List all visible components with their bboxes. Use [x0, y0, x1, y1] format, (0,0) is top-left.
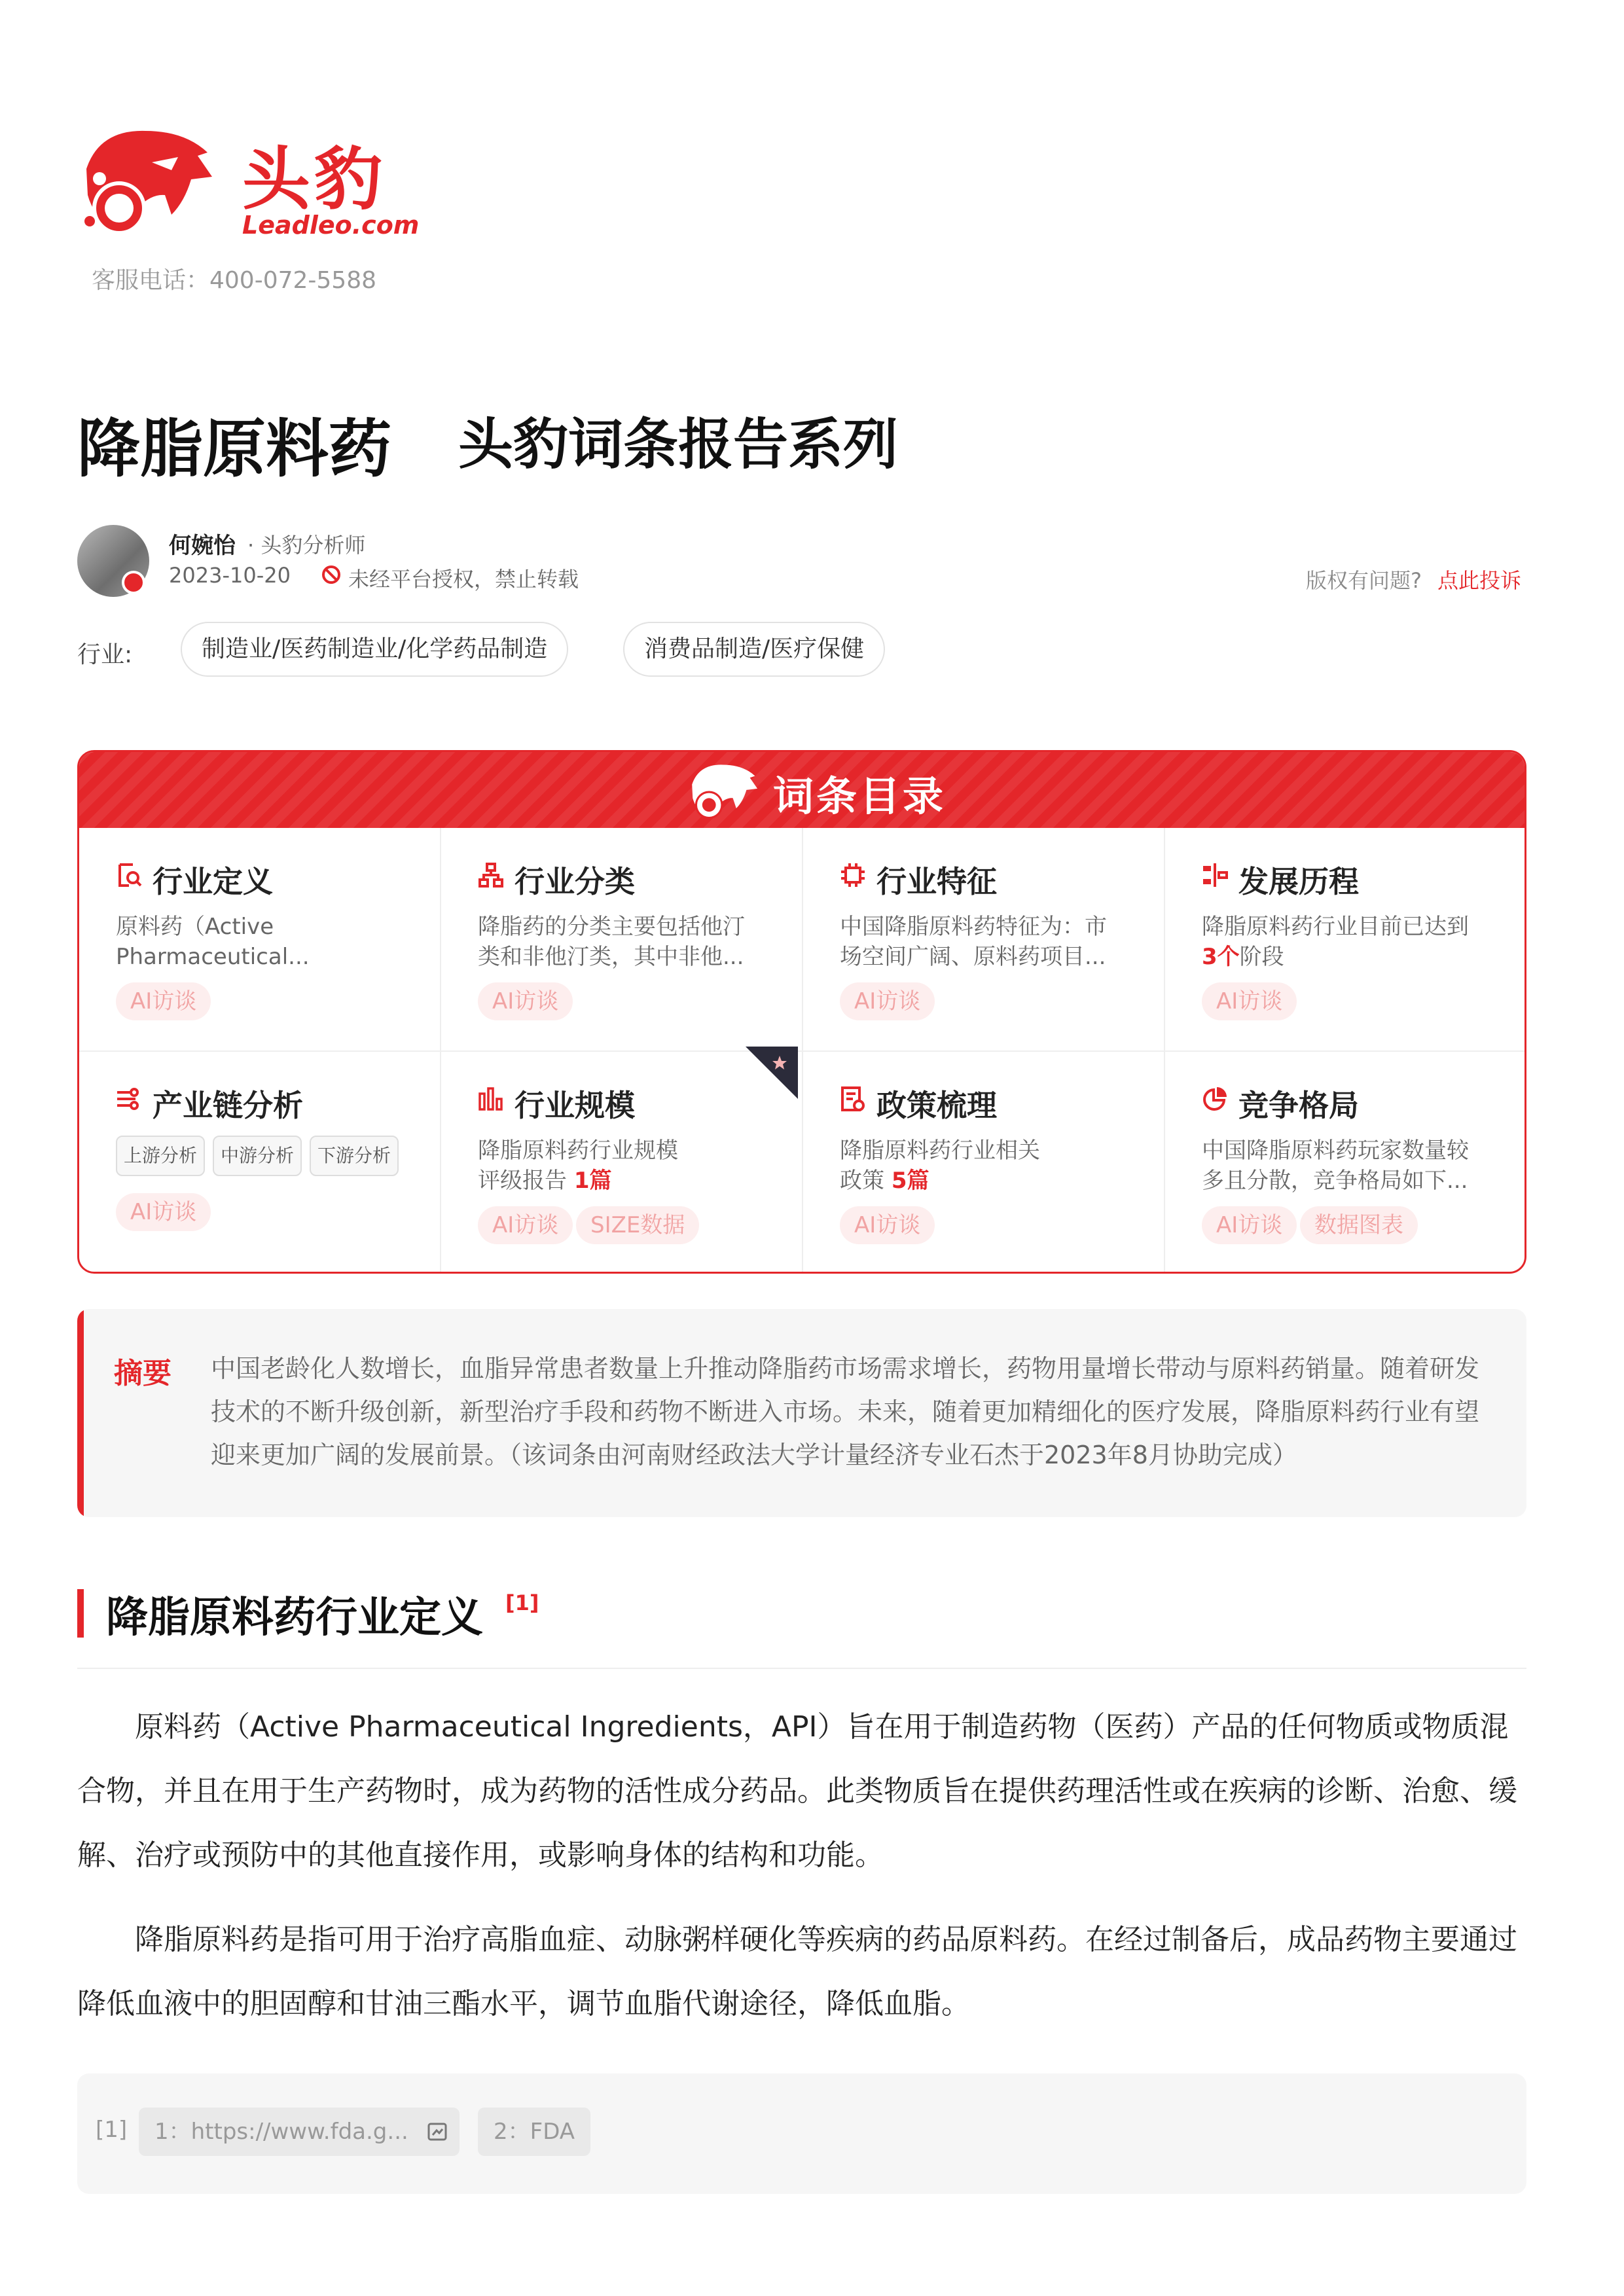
- paragraph: 原料药（Active Pharmaceutical Ingredients，API）旨在用于制造药物（医药）产品的任何物质或物质混合物，并且在用于生产药物时，成为药物的活性成分药品。此类物质旨在提供药理活性或在疾病的诊断、治愈、缓解、治疗或预防中的其他直接作用，或影响身体的结构和功能。: [77, 1710, 1517, 1872]
- industry-tag[interactable]: 制造业/医药制造业/化学药品制造: [181, 622, 568, 677]
- toc-cell-desc: 降脂原料药行业相关政策 5篇: [840, 1138, 1040, 1194]
- star-badge-icon: [746, 1047, 798, 1099]
- toc-cell-title: 行业定义: [153, 864, 273, 899]
- ai-interview-pill[interactable]: AI访谈: [840, 982, 935, 1020]
- bar-chart-icon: [478, 1086, 504, 1112]
- industry-tag[interactable]: 消费品制造/医疗保健: [623, 622, 885, 677]
- external-link-icon: [427, 2122, 448, 2142]
- toc-cell-desc: 原料药（Active Pharmaceutical...: [116, 914, 310, 970]
- reference-index: [1]: [96, 2117, 128, 2143]
- service-hotline: 客服电话：400-072-5588: [92, 267, 377, 294]
- count-highlight: 5篇: [891, 1168, 929, 1194]
- data-chart-pill[interactable]: 数据图表: [1300, 1206, 1418, 1244]
- toc-cell-title: 竞争格局: [1238, 1088, 1359, 1123]
- toc-cell-definition[interactable]: [79, 828, 441, 1052]
- verified-badge-icon: [122, 571, 145, 594]
- ai-interview-pill[interactable]: AI访谈: [116, 1193, 211, 1231]
- toc-cell-title: 产业链分析: [153, 1088, 303, 1123]
- toc-cell-title: 行业特征: [876, 864, 997, 899]
- page-subtitle: 头豹词条报告系列: [458, 412, 899, 476]
- page-title: 降脂原料药: [77, 412, 391, 486]
- summary-label: 摘要: [114, 1357, 171, 1390]
- brand-url[interactable]: Leadleo.com: [242, 211, 420, 240]
- ai-interview-pill[interactable]: AI访谈: [116, 982, 211, 1020]
- section-title: 降脂原料药行业定义: [106, 1594, 483, 1642]
- ai-interview-pill[interactable]: AI访谈: [840, 1206, 935, 1244]
- summary-text: 中国老龄化人数增长，血脂异常患者数量上升推动降脂药市场需求增长，药物用量增长带动与原料药销量。随着研发技术的不断升级创新，新型治疗手段和药物不断进入市场。未来，随着更加精细化的医疗发展，降脂原料药行业有望迎来更加广阔的发展前景。（该词条由河南财经政法大学计量经济专业石杰于2023年8月协助完成）: [211, 1354, 1480, 1469]
- paragraph: 降脂原料药是指可用于治疗高脂血症、动脉粥样硬化等疾病的药品原料药。在经过制备后，成品药物主要通过降低血液中的胆固醇和甘油三酯水平，调节血脂代谢途径，降低血脂。: [77, 1923, 1517, 2020]
- count-highlight: 3个: [1202, 944, 1240, 970]
- references-box: [77, 2073, 1526, 2194]
- toc-header: [79, 752, 1525, 828]
- copyright-question: 版权有问题?: [1306, 568, 1422, 593]
- ai-interview-pill[interactable]: AI访谈: [1202, 982, 1297, 1020]
- chip-icon: [840, 862, 866, 888]
- reference-text: 1：https://www.fda.g...: [154, 2119, 408, 2145]
- toc-cell-title: 行业规模: [514, 1088, 635, 1123]
- reference-link[interactable]: [139, 2108, 460, 2156]
- toc-cell-title: 行业分类: [514, 864, 635, 899]
- author-role: · 头豹分析师: [247, 533, 366, 558]
- brand-name: 头豹: [242, 139, 387, 219]
- toc-cell-desc: 降脂原料药行业规模评级报告 1篇: [478, 1138, 678, 1194]
- chain-icon: [116, 1086, 142, 1112]
- toc-cell-desc: 降脂原料药行业目前已达到 3个阶段: [1202, 914, 1469, 970]
- pie-chart-icon: [1202, 1086, 1228, 1112]
- midstream-tag[interactable]: 中游分析: [213, 1136, 302, 1176]
- toc-cell-classification[interactable]: [441, 828, 803, 1052]
- leopard-logo-icon: [73, 117, 217, 247]
- no-repost-notice: 未经平台授权，禁止转载: [348, 567, 579, 592]
- toc-cell-history[interactable]: [1165, 828, 1526, 1052]
- author-name[interactable]: 何婉怡: [169, 533, 236, 559]
- count-highlight: 1篇: [573, 1168, 612, 1194]
- section-accent-bar: [77, 1589, 84, 1638]
- search-doc-icon: [116, 862, 142, 888]
- toc-cell-desc: 中国降脂原料药特征为：市场空间广阔、原料药项目...: [840, 914, 1107, 970]
- hierarchy-icon: [478, 862, 504, 888]
- publish-date: 2023-10-20: [169, 563, 291, 588]
- toc-cell-desc: 降脂药的分类主要包括他汀类和非他汀类，其中非他...: [478, 914, 745, 970]
- upstream-tag[interactable]: 上游分析: [116, 1136, 205, 1176]
- policy-doc-icon: [840, 1086, 866, 1112]
- summary-box: [77, 1309, 1526, 1517]
- toc-cell-title: 政策梳理: [876, 1088, 997, 1123]
- toc-cell-competition[interactable]: [1165, 1052, 1526, 1274]
- reference-link[interactable]: 2：FDA: [478, 2108, 590, 2156]
- industry-label: 行业:: [77, 641, 133, 668]
- toc-cell-chain[interactable]: [79, 1052, 441, 1274]
- ai-interview-pill[interactable]: AI访谈: [1202, 1206, 1297, 1244]
- summary-accent-bar: [77, 1309, 84, 1517]
- prohibited-icon: [321, 564, 342, 585]
- size-data-pill[interactable]: SIZE数据: [576, 1206, 699, 1244]
- downstream-tag[interactable]: 下游分析: [310, 1136, 399, 1176]
- section-divider: [77, 1668, 1526, 1669]
- toc-cell-desc: 中国降脂原料药玩家数量较多且分散，竞争格局如下...: [1202, 1138, 1469, 1194]
- ai-interview-pill[interactable]: AI访谈: [478, 982, 573, 1020]
- toc-cell-features[interactable]: [803, 828, 1165, 1052]
- timeline-icon: [1202, 862, 1228, 888]
- ai-interview-pill[interactable]: AI访谈: [478, 1206, 573, 1244]
- complain-link[interactable]: 点此投诉: [1437, 568, 1522, 593]
- toc-cell-title: 发展历程: [1238, 864, 1359, 899]
- toc-cell-policy[interactable]: [803, 1052, 1165, 1274]
- toc-panel: [77, 750, 1526, 1274]
- toc-title: 词条目录: [773, 772, 947, 820]
- leopard-logo-icon: [680, 757, 765, 825]
- footnote-ref[interactable]: [1]: [505, 1590, 539, 1615]
